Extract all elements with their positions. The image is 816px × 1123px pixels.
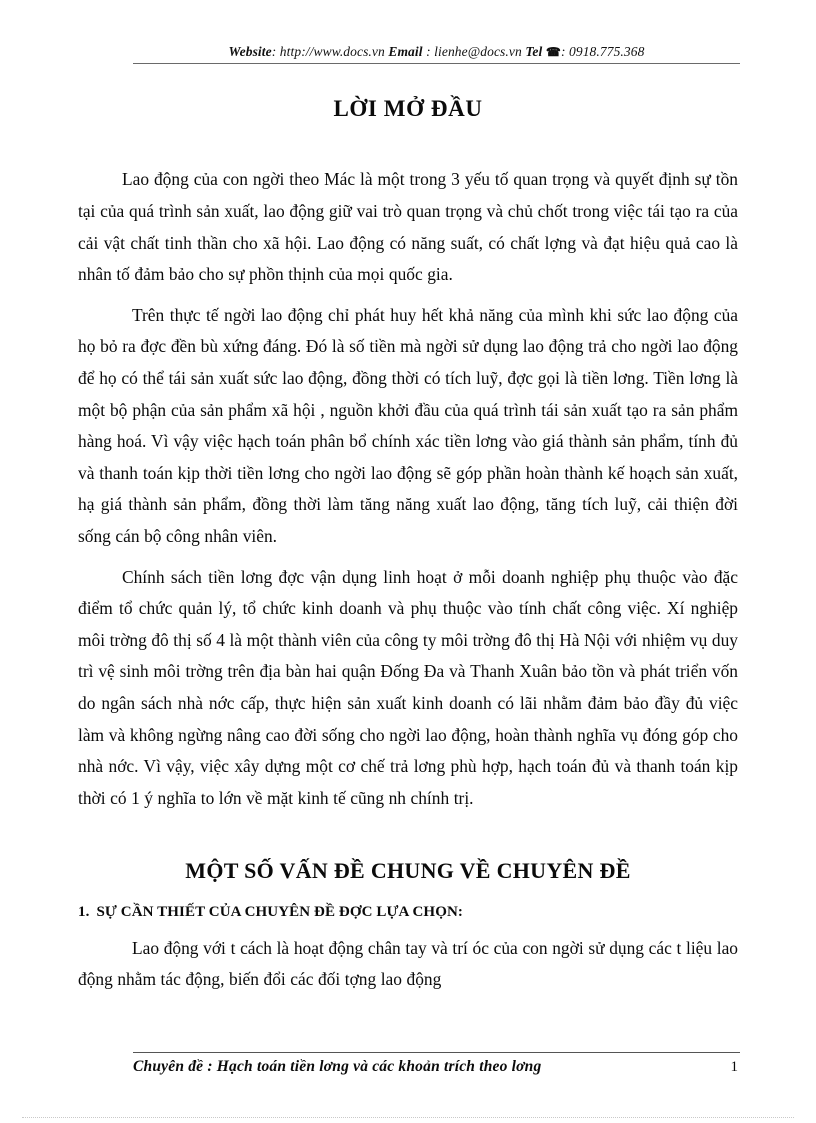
document-body [78,96,738,996]
page-header [133,44,740,64]
subsection-heading [78,903,738,921]
footer-divider [133,1052,740,1053]
footer-row [133,1058,740,1076]
paragraph: Trên thực tế ngời lao động chỉ phát huy hết khả năng của mình khi sức lao động của họ bỏ ra đợc đền bù xứng đáng. Đó là số tiền mà ngời sử dụng lao động trả cho ngời lao động để họ có thể tái sản xuất sức lao động, đồng thời có tích luỹ, đợc gọi là tiền lơng. Tiền lơng là một bộ phận của sản phẩm xã hội , nguồn khởi đầu của quá trình tái sản xuất tạo ra sản phẩm hàng hoá. Vì vậy việc hạch toán phân bổ chính xác tiền lơng vào giá thành sản phẩm, tính đủ và thanh toán kịp thời tiền lơng cho ngời lao động sẽ góp phần hoàn thành kế hoạch sản xuất, hạ giá thành sản phẩm, đồng thời làm tăng năng xuất lao động, tăng tích luỹ, cải thiện đời sống cán bộ công nhân viên. [78,304,738,546]
page-boundary [22,1117,794,1118]
header-email-value: : lienhe@docs.vn [426,44,522,59]
page-number: 1 [730,1059,738,1075]
header-website-label: Website [228,44,272,59]
page-title: LỜI MỞ ĐẦU [333,96,483,121]
header-divider [133,63,740,64]
header-tel-label: Tel [525,44,543,59]
header-tel-value: : 0918.775.368 [560,44,645,59]
paragraph: Chính sách tiền lơng đợc vận dụng linh hoạt ở mỗi doanh nghiệp phụ thuộc vào đặc điểm tổ chức quản lý, tổ chức kinh doanh và phụ thuộc vào tính chất công việc. Xí nghiệp môi trờng đô thị số 4 là một thành viên của công ty môi trờng đô thị Hà Nội với nhiệm vụ duy trì vệ sinh môi trờng trên địa bàn hai quận Đống Đa và Thanh Xuân bảo tồn và phát triển vốn do ngân sách nhà nớc cấp, thực hiện sản xuất kinh doanh có lãi nhằm đảm bảo đầy đủ việc làm và không ngừng nâng cao đời sống cho ngời lao động, hoàn thành nghĩa vụ đóng góp cho nhà nớc. Vì vậy, việc xây dựng một cơ chế trả lơng phù hợp, hạch toán đủ và thanh toán kịp thời có 1 ý nghĩa to lớn về mặt kinh tế cũng nh chính trị. [78,566,738,808]
header-website-value: : http://www.docs.vn [271,44,385,59]
paragraph: Lao động với t cách là hoạt động chân tay và trí óc của con ngời sử dụng các t liệu lao động nhằm tác động, biến đổi các đối tợng lao động [78,937,738,990]
paragraph: Lao động của con ngời theo Mác là một trong 3 yếu tố quan trọng và quyết định sự tồn tại của quá trình sản xuất, lao động giữ vai trò quan trọng và chủ chốt trong việc tái tạo ra của cải vật chất tinh thần cho xã hội. Lao động có năng suất, có chất lợng và đạt hiệu quả cao là nhân tố đảm bảo cho sự phồn thịnh của mọi quốc gia. [78,169,738,285]
section-heading: MỘT SỐ VẤN ĐỀ CHUNG VỀ CHUYÊN ĐỀ [185,858,631,884]
footer-text: Chuyên đề : Hạch toán tiền lơng và các khoản trích theo lơng [133,1058,542,1075]
subsection-number: 1. [78,903,90,920]
telephone-icon: ☎ [545,45,561,59]
header-contact-line [133,44,740,60]
header-email-label: Email [388,44,423,59]
page-footer [133,1052,740,1076]
subsection-heading-label: SỰ CẦN THIẾT CỦA CHUYÊN ĐỀ ĐỢC LỰA CHỌN: [96,903,463,920]
